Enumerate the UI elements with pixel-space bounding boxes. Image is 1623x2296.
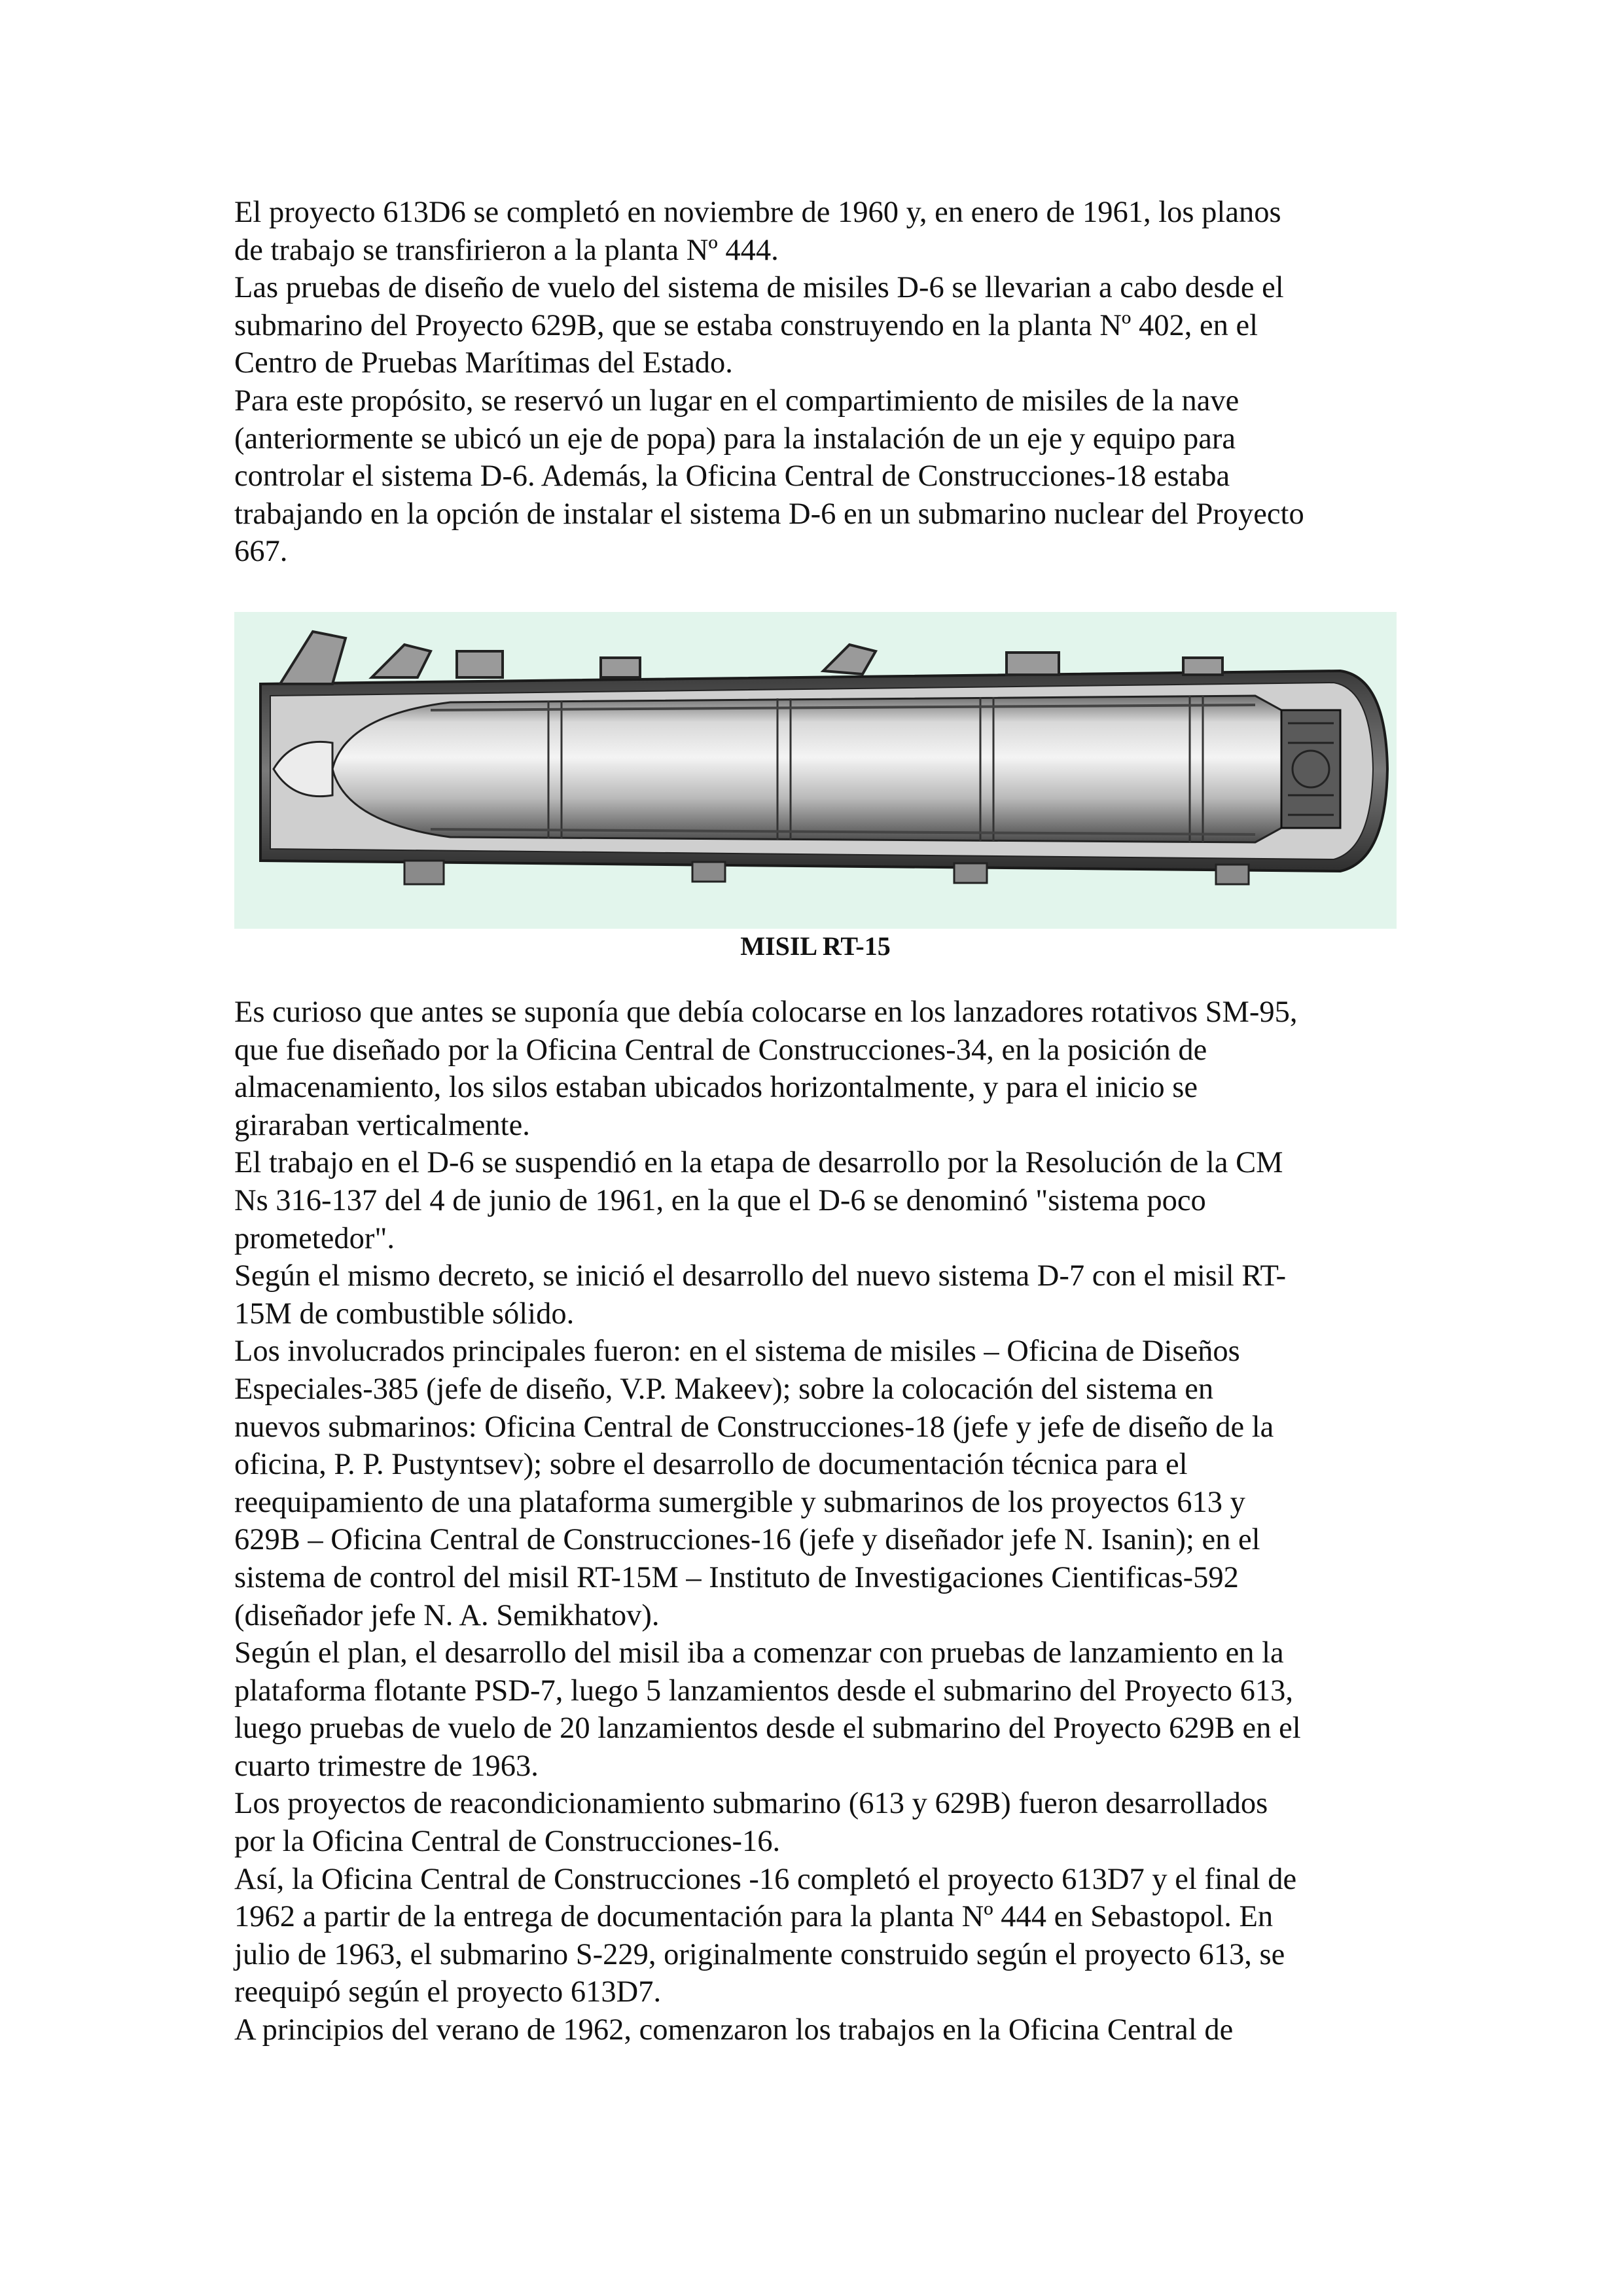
text-line: Así, la Oficina Central de Construcciones -16 completó el proyecto 613D7 y el final de: [234, 1862, 1297, 1896]
text-line: plataforma flotante PSD-7, luego 5 lanzamientos desde el submarino del Proyecto 613,: [234, 1674, 1294, 1708]
text-line: Para este propósito, se reservó un lugar en el compartimiento de misiles de la nave: [234, 384, 1240, 418]
figure-caption: MISIL RT-15: [740, 931, 891, 961]
text-line: luego pruebas de vuelo de 20 lanzamientos desde el submarino del Proyecto 629B en el: [234, 1712, 1301, 1746]
text-line: reequipó según el proyecto 613D7.: [234, 1975, 662, 2009]
text-line: Centro de Pruebas Marítimas del Estado.: [234, 346, 733, 380]
text-line: (diseñador jefe N. A. Semikhatov).: [234, 1598, 660, 1632]
text-line: que fue diseñado por la Oficina Central de Construcciones-34, en la posición de: [234, 1033, 1207, 1067]
missile-illustration: [234, 612, 1397, 929]
text-line: 629B – Oficina Central de Construcciones-16 (jefe y diseñador jefe N. Isanin); en el: [234, 1523, 1260, 1557]
text-line: Según el mismo decreto, se inició el desarrollo del nuevo sistema D-7 con el misil RT-: [234, 1259, 1287, 1293]
text-line: (anteriormente se ubicó un eje de popa) para la instalación de un eje y equipo para: [234, 422, 1236, 456]
text-line: Las pruebas de diseño de vuelo del sistema de misiles D-6 se llevarian a cabo desde el: [234, 271, 1284, 305]
text-line: 15M de combustible sólido.: [234, 1297, 575, 1331]
text-line: giraraban verticalmente.: [234, 1108, 530, 1142]
text-line: reequipamiento de una plataforma sumergible y submarinos de los proyectos 613 y: [234, 1485, 1245, 1519]
text-line: de trabajo se transfirieron a la planta Nº 444.: [234, 233, 779, 267]
text-line: por la Oficina Central de Construcciones-16.: [234, 1825, 781, 1859]
text-line: 667.: [234, 535, 288, 569]
text-line: Ns 316-137 del 4 de junio de 1961, en la que el D-6 se denominó "sistema poco: [234, 1183, 1206, 1217]
text-line: A principios del verano de 1962, comenzaron los trabajos en la Oficina Central de: [234, 2013, 1234, 2047]
text-line: El proyecto 613D6 se completó en noviembre de 1960 y, en enero de 1961, los planos: [234, 196, 1281, 229]
text-line: trabajando en la opción de instalar el sistema D-6 en un submarino nuclear del Proyecto: [234, 497, 1304, 531]
top-text-block: [234, 194, 1399, 571]
text-line: oficina, P. P. Pustyntsev); sobre el desarrollo de documentación técnica para el: [234, 1448, 1188, 1482]
text-line: prometedor".: [234, 1221, 395, 1255]
text-line: almacenamiento, los silos estaban ubicados horizontalmente, y para el inicio se: [234, 1071, 1198, 1105]
text-line: Es curioso que antes se suponía que debía colocarse en los lanzadores rotativos SM-95,: [234, 996, 1298, 1029]
text-line: Especiales-385 (jefe de diseño, V.P. Makeev); sobre la colocación del sistema en: [234, 1372, 1214, 1406]
text-line: El trabajo en el D-6 se suspendió en la etapa de desarrollo por la Resolución de la CM: [234, 1146, 1283, 1180]
text-line: Los proyectos de reacondicionamiento submarino (613 y 629B) fueron desarrollados: [234, 1787, 1268, 1821]
text-line: nuevos submarinos: Oficina Central de Construcciones-18 (jefe y jefe de diseño de la: [234, 1410, 1274, 1444]
text-line: cuarto trimestre de 1963.: [234, 1749, 539, 1783]
missile-cutaway-drawing: [234, 612, 1397, 929]
bottom-text-block: [234, 994, 1399, 2049]
text-line: julio de 1963, el submarino S-229, originalmente construido según el proyecto 613, se: [234, 1937, 1285, 1971]
text-line: Los involucrados principales fueron: en el sistema de misiles – Oficina de Diseños: [234, 1335, 1240, 1369]
text-line: submarino del Proyecto 629B, que se estaba construyendo en la planta Nº 402, en el: [234, 308, 1258, 342]
text-line: 1962 a partir de la entrega de documentación para la planta Nº 444 en Sebastopol. En: [234, 1900, 1274, 1934]
text-line: Según el plan, el desarrollo del misil iba a comenzar con pruebas de lanzamiento en la: [234, 1636, 1284, 1670]
text-line: controlar el sistema D-6. Además, la Oficina Central de Construcciones-18 estaba: [234, 459, 1230, 493]
text-line: sistema de control del misil RT-15M – Instituto de Investigaciones Cientificas-592: [234, 1560, 1239, 1594]
